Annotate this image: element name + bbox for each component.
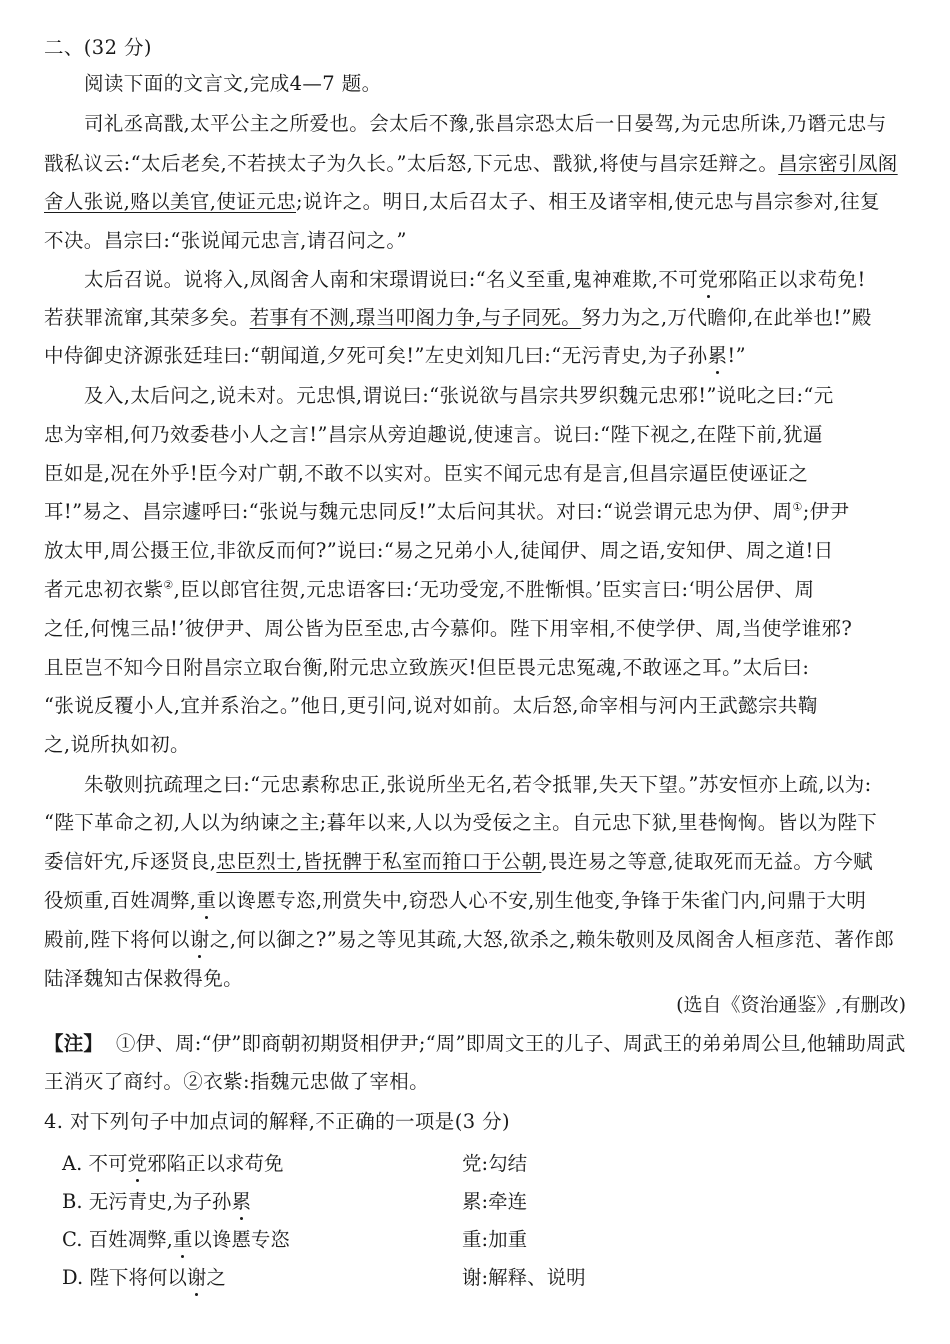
dotted-word: 党 [698,268,719,291]
question-stem: 4. 对下列句子中加点词的解释,不正确的一项是(3 分) [44,1110,511,1133]
passage-line: 且臣岂不知今日附昌宗立取台衡,附元忠立致族灭!但臣畏元忠冤魂,不敢诬之耳。”太后曰: [44,656,810,679]
option-d-gloss: 谢:解释、说明 [462,1266,586,1289]
option-d [62,1262,226,1290]
passage-line [84,268,866,292]
passage-text: !” [727,344,746,367]
passage-line [44,500,850,524]
passage-text: 中侍御史济源张廷珪曰:“朝闻道,夕死可矣!”左史刘知几曰:“无污青史,为子孙 [44,344,708,367]
passage-line [44,578,814,602]
passage-text: 以谗慝专恣,刑赏失中,窃恐人心不安,别生他变,争锋于朱雀门内,问鼎于大明 [216,889,867,912]
passage-line: 朱敬则抗疏理之曰:“元忠素称忠正,张说所坐无名,若令抵罪,失天下望。”苏安恒亦上疏,以为: [84,773,872,796]
passage-line [44,850,873,874]
passage-line: “张说反覆小人,宜并系治之。”他日,更引问,说对如前。太后怒,命宰相与河内王武懿宗共鞫 [44,694,818,717]
passage-text: ;伊尹 [802,500,850,523]
option-b-gloss: 累:牵连 [462,1190,528,1213]
underlined-sentence: 昌宗密引凤阁 [778,152,898,175]
notes-text: ①伊、周:“伊”即商朝初期贤相伊尹;“周”即周文王的儿子、周武王的弟弟周公旦,他辅助周武 [115,1032,906,1055]
passage-text: 之,何以御之?”易之等见其疏,大怒,欲杀之,赖朱敬则及凤阁舍人桓彦范、著作郎 [209,928,895,951]
option-a-gloss: 党:勾结 [462,1152,528,1175]
passage-line [44,928,894,952]
notes-line [44,1032,905,1056]
passage-line: 不决。昌宗曰:“张说闻元忠言,请召问之。” [44,229,407,252]
option-c-gloss: 重:加重 [462,1228,528,1251]
passage-text: 耳!”易之、昌宗遽呼曰:“张说与魏元忠同反!”太后问其状。对曰:“说尝谓元忠为伊、周 [44,500,793,523]
source-citation: (选自《资治通鉴》,有删改) [676,994,906,1016]
underlined-sentence: 舍人张说,赂以美官,使证元忠 [44,190,296,213]
passage-text: 委信奸宄,斥逐贤良, [44,850,217,873]
underlined-sentence: 忠臣烈士,皆抚髀于私室而箝口于公朝 [216,850,542,873]
dotted-word: 累 [707,344,728,367]
option-c [62,1224,290,1252]
passage-line: 司礼丞高戬,太平公主之所爱也。会太后不豫,张昌宗恐太后一日晏驾,为元忠所诛,乃谮元忠与 [84,112,887,135]
dotted-word: 谢 [189,928,210,951]
passage-line: 忠为宰相,何乃效委巷小人之言!”昌宗从旁迫趣说,使速言。说曰:“陛下视之,在陛下前,犹逼 [44,423,823,446]
passage-line [44,344,746,368]
option-text: D. 陛下将何以 [62,1266,187,1289]
passage-text: 若获罪流窜,其荣多矣。 [44,306,250,329]
option-text: 以谗慝专恣 [192,1228,290,1251]
option-text: B. 无污青史,为子孙 [62,1190,232,1213]
passage-text: ;说许之。明日,太后召太子、相王及诸宰相,使元忠与昌宗参对,往复 [296,190,880,213]
passage-text: 努力为之,万代瞻仰,在此举也!”殿 [581,306,872,329]
option-text: C. 百姓凋弊, [62,1228,173,1251]
passage-text: 役烦重,百姓凋弊, [44,889,197,912]
passage-text: 邪陷正以求苟免! [718,268,866,291]
passage-text: 戬私议云:“太后老矣,不若挟太子为久长。”太后怒,下元忠、戬狱,将使与昌宗廷辩之。 [44,152,779,175]
passage-line: 臣如是,况在外乎!臣今对广朝,不敢不以实对。臣实不闻元忠有是言,但昌宗逼臣使诬证之 [44,462,809,485]
notes-label: 【注】 [44,1032,104,1055]
passage-text: ,臣以郎官往贺,元忠语客曰:‘无功受宠,不胜惭惧。’臣实言曰:‘明公居伊、周 [173,578,815,601]
passage-line [44,190,880,214]
passage-line: 放太甲,周公摄王位,非欲反而何?”说曰:“易之兄弟小人,徒闻伊、周之语,安知伊、周之道!日 [44,539,834,562]
notes-line: 王消灭了商纣。②衣紫:指魏元忠做了宰相。 [44,1070,430,1093]
intro-instruction: 阅读下面的文言文,完成4—7 题。 [84,72,382,95]
passage-line: 之任,何愧三品!’彼伊尹、周公皆为臣至忠,古今慕仰。陛下用宰相,不使学伊、周,当使学谁邪? [44,617,853,640]
dotted-word: 党 [127,1152,147,1175]
passage-line [44,152,898,176]
option-b [62,1186,251,1214]
passage-line: “陛下革命之初,人以为纳谏之主;暮年以来,人以为受佞之主。自元忠下狱,里巷恟恟。皆以为陛下 [44,811,878,834]
option-text: 邪陷正以求苟免 [147,1152,284,1175]
passage-line: 及入,太后问之,说未对。元忠惧,谓说曰:“张说欲与昌宗共罗织魏元忠邪!”说叱之曰:“元 [84,384,834,407]
option-a [62,1148,284,1176]
dotted-word: 重 [196,889,217,912]
passage-text: 者元忠初衣紫 [44,578,164,601]
dotted-word: 累 [231,1190,251,1213]
section-header: 二、(32 分) [44,36,152,59]
passage-line: 之,说所执如初。 [44,733,190,756]
passage-line [44,306,872,330]
passage-text: 殿前,陛下将何以 [44,928,190,951]
dotted-word: 重 [172,1228,193,1251]
passage-line [44,889,866,913]
footnote-marker: ① [792,500,803,514]
passage-line: 陆泽魏知古保救得免。 [44,967,244,990]
underlined-sentence: 若事有不测,璟当叩阁力争,与子同死。 [249,306,582,329]
option-text: 之 [206,1266,226,1289]
passage-text: ,畏迕易之等意,徒取死而无益。方今赋 [541,850,874,873]
passage-text: 太后召说。说将入,凤阁舍人南和宋璟谓说曰:“名义至重,鬼神难欺,不可 [84,268,699,291]
dotted-word: 谢 [186,1266,207,1289]
footnote-marker: ② [163,578,174,592]
option-text: A. 不可 [62,1152,128,1175]
